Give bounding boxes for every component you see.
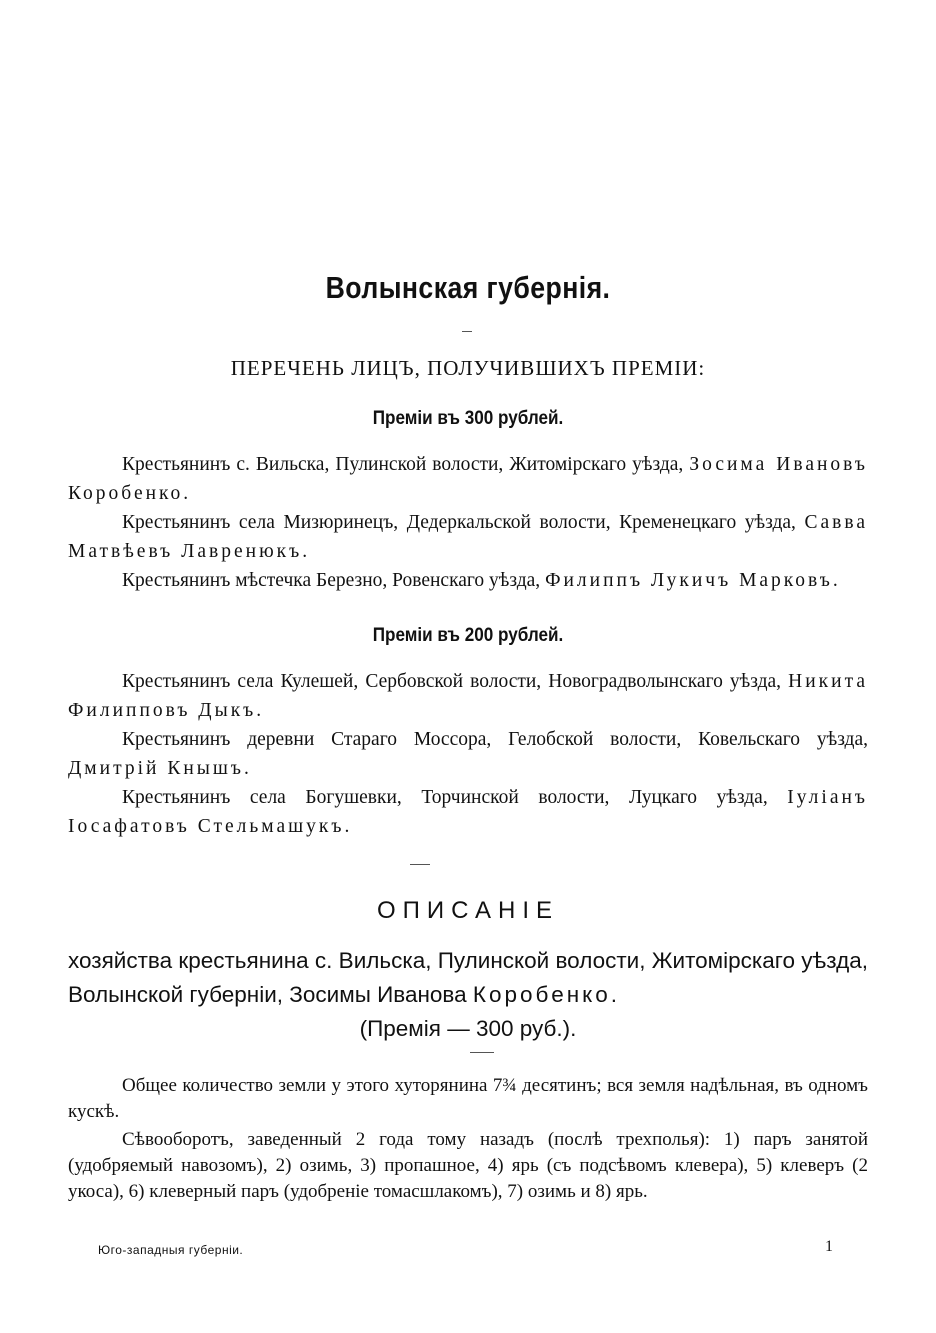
prize-300-entry-1: Крестьянинъ с. Вильска, Пулинской волости, Житомірскаго уѣзда, Зосима Ивановъ Коробенко.	[68, 454, 868, 504]
laureate-name: Филиппъ Лукичъ Марковъ	[545, 570, 833, 591]
description-paragraph-2: Сѣвооборотъ, заведенный 2 года тому назадъ (послѣ трехполья): 1) паръ занятой (удобряемый навозомъ), 2) озимь, 3) пропашное, 4) ярь (съ подсѣвомъ клевера), 5) клеверъ (2 укоса), 6) клеверный паръ (удобреніе томасшлакомъ), 7) озимь и 8) ярь.	[68, 1129, 868, 1202]
prize-300-entry-3: Крестьянинъ мѣстечка Березно, Ровенскаго уѣзда, Филиппъ Лукичъ Марковъ.	[122, 570, 838, 591]
prize-200-heading: Преміи въ 200 рублей.	[372, 625, 564, 646]
entry-text: Крестьянинъ деревни Стараго Моссора, Гелобской волости, Ковельскаго уѣзда,	[122, 729, 868, 750]
entry-text: Крестьянинъ с. Вильска, Пулинской волости, Житомірскаго уѣзда,	[122, 454, 690, 475]
list-heading: ПЕРЕЧЕНЬ ЛИЦЪ, ПОЛУЧИВШИХЪ ПРЕМІИ:	[230, 356, 706, 380]
footer-signature: Юго-западныя губерніи.	[98, 1243, 244, 1257]
description-paragraph-1: Общее количество земли у этого хуторянина 7¾ десятинъ; вся земля надѣльная, въ одномъ кускѣ.	[68, 1075, 868, 1122]
page-title: Волынская губернія.	[325, 270, 611, 305]
prize-note: (Премія — 300 руб.).	[359, 1016, 577, 1041]
entry-text: Крестьянинъ села Богушевки, Торчинской волости, Луцкаго уѣзда,	[122, 787, 788, 808]
prize-200-entry-3: Крестьянинъ села Богушевки, Торчинской волости, Луцкаго уѣзда, Іуліанъ Іосафатовъ Стельмашукъ.	[68, 787, 868, 837]
title-divider	[462, 331, 472, 332]
prize-300-heading: Преміи въ 300 рублей.	[372, 408, 564, 429]
laureate-name: Зосима Ивановъ Коробенко	[68, 454, 868, 504]
laureate-name: Іуліанъ Іосафатовъ Стельмашукъ	[68, 787, 868, 837]
subtitle-divider	[470, 1052, 494, 1053]
laureate-name: Дмитрій Кнышъ	[68, 758, 244, 779]
section-divider	[410, 864, 430, 865]
entry-text: Крестьянинъ села Мизюринецъ, Дедеркальской волости, Кременецкаго уѣзда,	[122, 512, 805, 533]
farmer-name: Коробенко	[472, 982, 611, 1007]
description-subtitle: хозяйства крестьянина с. Вильска, Пулинской волости, Житомірскаго уѣзда, Волынской губерніи, Зосимы Иванова Коробенко. (Премія — 300 руб.).	[68, 944, 868, 1046]
entry-text: Крестьянинъ мѣстечка Березно, Ровенскаго уѣзда,	[122, 570, 546, 591]
prize-200-entry-2: Крестьянинъ деревни Стараго Моссора, Гелобской волости, Ковельскаго уѣзда, Дмитрій Кнышъ.	[68, 729, 868, 779]
entry-text: Крестьянинъ села Кулешей, Сербовской волости, Новоградволынскаго уѣзда,	[122, 671, 789, 692]
page-number: 1	[825, 1238, 833, 1255]
prize-300-entry-2: Крестьянинъ села Мизюринецъ, Дедеркальской волости, Кременецкаго уѣзда, Савва Матвѣевъ Лавренюкъ.	[68, 512, 868, 562]
laureate-name: Никита Филипповъ Дыкъ	[68, 671, 868, 721]
laureate-name: Савва Матвѣевъ Лавренюкъ	[68, 512, 868, 562]
prize-200-entry-1: Крестьянинъ села Кулешей, Сербовской волости, Новоградволынскаго уѣзда, Никита Филипповъ Дыкъ.	[68, 671, 868, 721]
description-heading: ОПИСАНІЕ	[377, 897, 559, 924]
